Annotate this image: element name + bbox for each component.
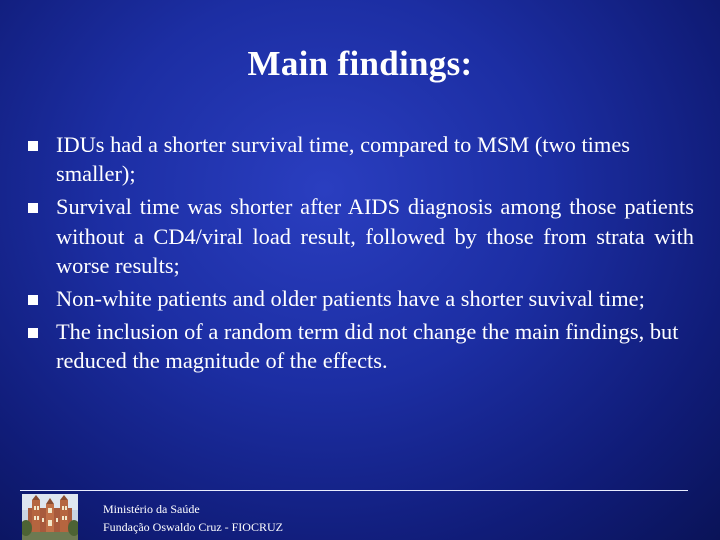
bullet-text: IDUs had a shorter survival time, compared to MSM (two times smaller); [56,132,630,187]
fiocruz-castle-photo [22,494,78,540]
square-bullet-icon [28,203,38,213]
bullet-list [26,130,694,379]
bullet-item [26,284,694,313]
square-bullet-icon [28,328,38,338]
bullet-text: Non-white patients and older patients have a shorter suvival time; [56,286,645,312]
bullet-item [26,192,694,280]
square-bullet-icon [28,295,38,305]
bullet-item [26,317,694,376]
square-bullet-icon [28,141,38,151]
bullet-item [26,130,694,189]
footer-foundation: Fundação Oswaldo Cruz - FIOCRUZ [103,520,283,534]
bullet-text: The inclusion of a random term did not change the main findings, but reduced the magnitude of the effects. [56,318,679,374]
slide-title: Main findings: [247,44,473,83]
footer-text [103,500,283,536]
bullet-text: Survival time was shorter after AIDS diagnosis among those patients without a CD4/viral load result, followed by those from strata with worse results; [56,194,694,279]
footer-divider [20,490,688,491]
footer-ministry: Ministério da Saúde [103,502,200,516]
